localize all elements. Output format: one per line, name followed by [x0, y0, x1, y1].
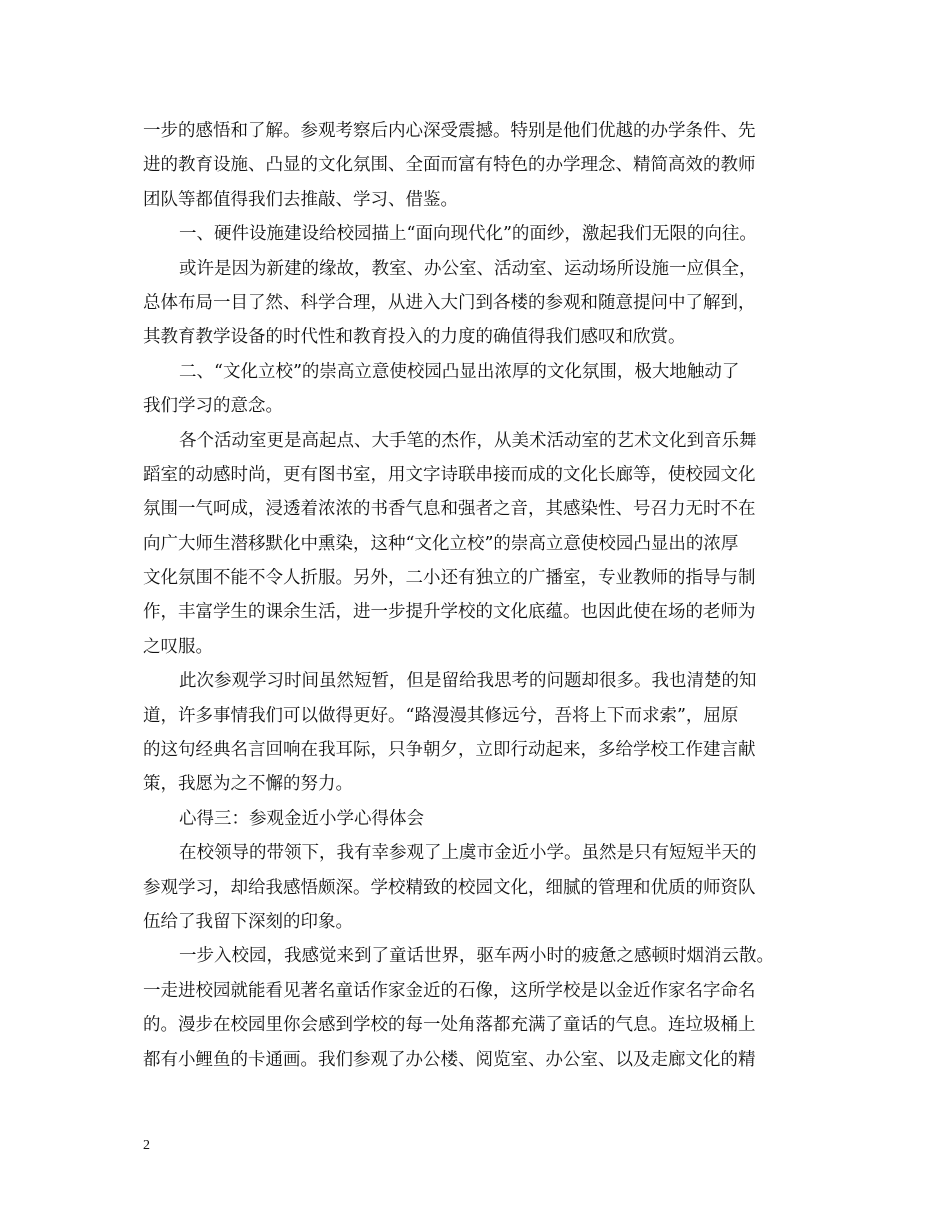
text-line: 此次参观学习时间虽然短暂，但是留给我思考的问题却很多。我也清楚的知	[179, 671, 757, 692]
text-line: 的。漫步在校园里你会感到学校的每一处角落都充满了童话的气息。连垃圾桶上	[143, 1015, 756, 1036]
text-line: 之叹服。	[143, 636, 213, 657]
text-line: 都有小鲤鱼的卡通画。我们参观了办公楼、阅览室、办公室、以及走廊文化的精	[143, 1049, 756, 1070]
text-line: 参观学习，却给我感悟颇深。学校精致的校园文化，细腻的管理和优质的师资队	[143, 877, 756, 898]
text-line: 策，我愿为之不懈的努力。	[143, 774, 353, 795]
text-line: 蹈室的动感时尚，更有图书室，用文字诗联串接而成的文化长廊等，使校园文化	[143, 464, 756, 485]
text-line: 一走进校园就能看见著名童话作家金近的石像，这所学校是以金近作家名字命名	[143, 980, 756, 1001]
text-line: 一步的感悟和了解。参观考察后内心深受震撼。特别是他们优越的办学条件、先	[143, 121, 756, 141]
heading-line: 二、“文化立校”的崇高立意使校园凸显出浓厚的文化氛围，极大地触动了	[179, 361, 740, 382]
text-line: 作，丰富学生的课余生活，进一步提升学校的文化底蕴。也因此使在场的老师为	[143, 602, 756, 623]
text-line: 或许是因为新建的缘故，教室、办公室、活动室、运动场所设施一应俱全，	[179, 258, 757, 279]
text-line: 各个活动室更是高起点、大手笔的杰作，从美术活动室的艺术文化到音乐舞	[179, 430, 757, 451]
text-line: 的这句经典名言回响在我耳际，只争朝夕，立即行动起来，多给学校工作建言献	[143, 740, 756, 761]
text-line: 团队等都值得我们去推敲、学习、借鉴。	[143, 189, 458, 210]
body-text	[143, 114, 823, 1077]
text-line: 进的教育设施、凸显的文化氛围、全面而富有特色的办学理念、精简高效的教师	[143, 155, 756, 176]
text-line: 氛围一气呵成，浸透着浓浓的书香气息和强者之音，其感染性、号召力无时不在	[143, 499, 756, 520]
text-line: 文化氛围不能不令人折服。另外，二小还有独立的广播室，专业教师的指导与制	[143, 568, 756, 589]
text-line: 向广大师生潜移默化中熏染，这种“文化立校”的崇高立意使校园凸显出的浓厚	[143, 533, 739, 554]
section-title: 心得三：参观金近小学心得体会	[179, 808, 424, 829]
text-line: 一步入校园，我感觉来到了童话世界，驱车两小时的疲惫之感顿时烟消云散。	[179, 946, 774, 967]
text-line: 总体布局一目了然、科学合理，从进入大门到各楼的参观和随意提问中了解到，	[143, 292, 756, 313]
page-number: 2	[143, 1138, 150, 1153]
text-line: 道，许多事情我们可以做得更好。“路漫漫其修远兮，吾将上下而求索”，屈原	[143, 705, 739, 726]
text-line: 伍给了我留下深刻的印象。	[143, 911, 353, 932]
text-line: 在校领导的带领下，我有幸参观了上虞市金近小学。虽然是只有短短半天的	[179, 843, 757, 864]
text-line: 其教育教学设备的时代性和教育投入的力度的确值得我们感叹和欣赏。	[143, 327, 686, 348]
text-line: 我们学习的意念。	[143, 396, 283, 417]
heading-line: 一、硬件设施建设给校园描上“面向现代化”的面纱，激起我们无限的向往。	[179, 224, 757, 245]
